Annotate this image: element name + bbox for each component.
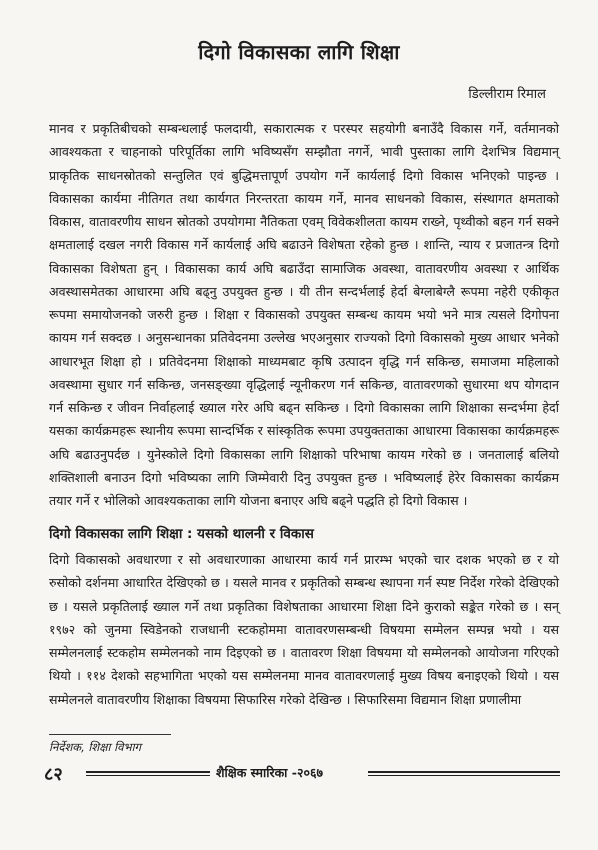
intro-paragraph: मानव र प्रकृतिबीचको सम्बन्धलाई फलदायी, सकारात्मक र परस्पर सहयोगी बनाउँदै विकास गर्ने, वर्तमानको आवश्यकता र चाहनाको परिपूर्तिका लागि भविष्यसँग सम्झौता नगर्ने, भावी पुस्ताका लागि देशभित्र विद्यमान् प्राकृतिक साधनस्रोतको सन्तुलित एवं बुद्धिमत्तापूर्ण उपयोग गर्ने कार्यलाई दिगो विकास भनिएको पाइन्छ । विकासका कार्यमा नीतिगत तथा कार्यगत निरन्तरता कायम गर्ने, मानव साधनको विकास, संस्थागत क्षमताको विकास, वातावरणीय साधन स्रोतको उपयोगमा नैतिकता एवम् विवेकशीलता कायम राख्ने, पृथ्वीको बहन गर्न सक्ने क्षमतालाई दखल नगरी विकास गर्ने कार्यलाई अघि बढाउने विशेषता रहेको हुन्छ । शान्ति, न्याय र प्रजातन्त्र दिगो विकासका विशेषता हुन् । विकासका कार्य अघि बढाउँदा सामाजिक अवस्था, वातावरणीय अवस्था र आर्थिक अवस्थासमेतका आधारमा अघि बढ्नु उपयुक्त हुन्छ । यी तीन सन्दर्भलाई हेर्दा बेग्लाबेग्लै रूपमा नहेरी एकीकृत रूपमा समायोजनको जरुरी हुन्छ । शिक्षा र विकासको उपयुक्त सम्बन्ध कायम भयो भने मात्र त्यसले दिगोपना कायम गर्न सक्दछ । अनुसन्धानका प्रतिवेदनमा उल्लेख भएअनुसार राज्यको दिगो विकासको मुख्य आधार भनेको आधारभूत शिक्षा हो । प्रतिवेदनमा शिक्षाको माध्यमबाट कृषि उत्पादन वृद्धि गर्न सकिन्छ, समाजमा महिलाको अवस्थामा सुधार गर्न सकिन्छ, जनसङ्ख्या वृद्धिलाई न्यूनीकरण गर्न सकिन्छ, वातावरणको सुधारमा थप योगदान गर्न सकिन्छ र जीवन निर्वाहलाई ख्याल गरेर अघि बढ्न सकिन्छ । दिगो विकासका लागि शिक्षाका सन्दर्भमा हेर्दा यसका कार्यक्रमहरू स्थानीय रूपमा सान्दर्भिक र सांस्कृतिक रूपमा उपयुक्तताका आधारमा विकासका कार्यक्रमहरू अघि बढाउनुपर्दछ । युनेस्कोले दिगो विकासका लागि शिक्षाको परिभाषा कायम गरेको छ । जनतालाई बलियो शक्तिशाली बनाउन दिगो भविष्यका लागि जिम्मेवारी दिनु उपयुक्त हुन्छ । भविष्यलाई हेरेर विकासका कार्यक्रम तयार गर्ने र भोलिको आवश्यकताका लागि योजना बनाएर अघि बढ्ने पद्धति हो दिगो विकास । [49, 121, 559, 508]
publication-label: शैक्षिक स्मारिका -२०६७ [216, 765, 323, 780]
footer-rule-left [86, 771, 210, 776]
section-paragraph: दिगो विकासको अवधारणा र सो अवधारणाका आधारमा कार्य गर्न प्रारम्भ भएको चार दशक भएको छ र यो रुसोको दर्शनमा आधारित देखिएको छ । यसले मानव र प्रकृतिको सम्बन्ध स्थापना गर्न स्पष्ट निर्देश गरेको देखिएको छ । यसले प्रकृतिलाई ख्याल गर्ने तथा प्रकृतिका विशेषताका आधारमा शिक्षा दिने कुराको सङ्केत गरेको छ । सन् १९७२ को जुनमा स्विडेनको राजधानी स्टकहोममा वातावरणसम्बन्धी विषयमा सम्मेलन सम्पन्न भयो । यस सम्मेलनलाई स्टकहोम सम्मेलनको नाम दिइएको छ । वातावरण शिक्षा विषयमा यो सम्मेलनको आयोजना गरिएको थियो । ११४ देशको सहभागिता भएको यस सम्मेलनमा मानव वातावरणलाई मुख्य विषय बनाइएको थियो । यस सम्मेलनले वातावरणीय शिक्षाका विषयमा सिफारिस गरेको देखिन्छ । सिफारिसमा विद्यमान शिक्षा प्रणालीमा [49, 552, 559, 707]
author-name: डिल्लीराम रिमाल [468, 87, 546, 102]
article-title: दिगो विकासका लागि शिक्षा [198, 40, 400, 64]
page-footer [0, 762, 598, 792]
section-heading: दिगो विकासका लागि शिक्षा : यसको थालनी र विकास [49, 526, 314, 542]
footnote: निर्देशक, शिक्षा विभाग [49, 740, 142, 754]
footnote-divider [49, 734, 171, 735]
page-number: ८२ [44, 764, 63, 785]
footer-rule-right [368, 771, 560, 776]
section-paragraph-block [49, 548, 559, 711]
intro-paragraph-block [49, 117, 559, 512]
